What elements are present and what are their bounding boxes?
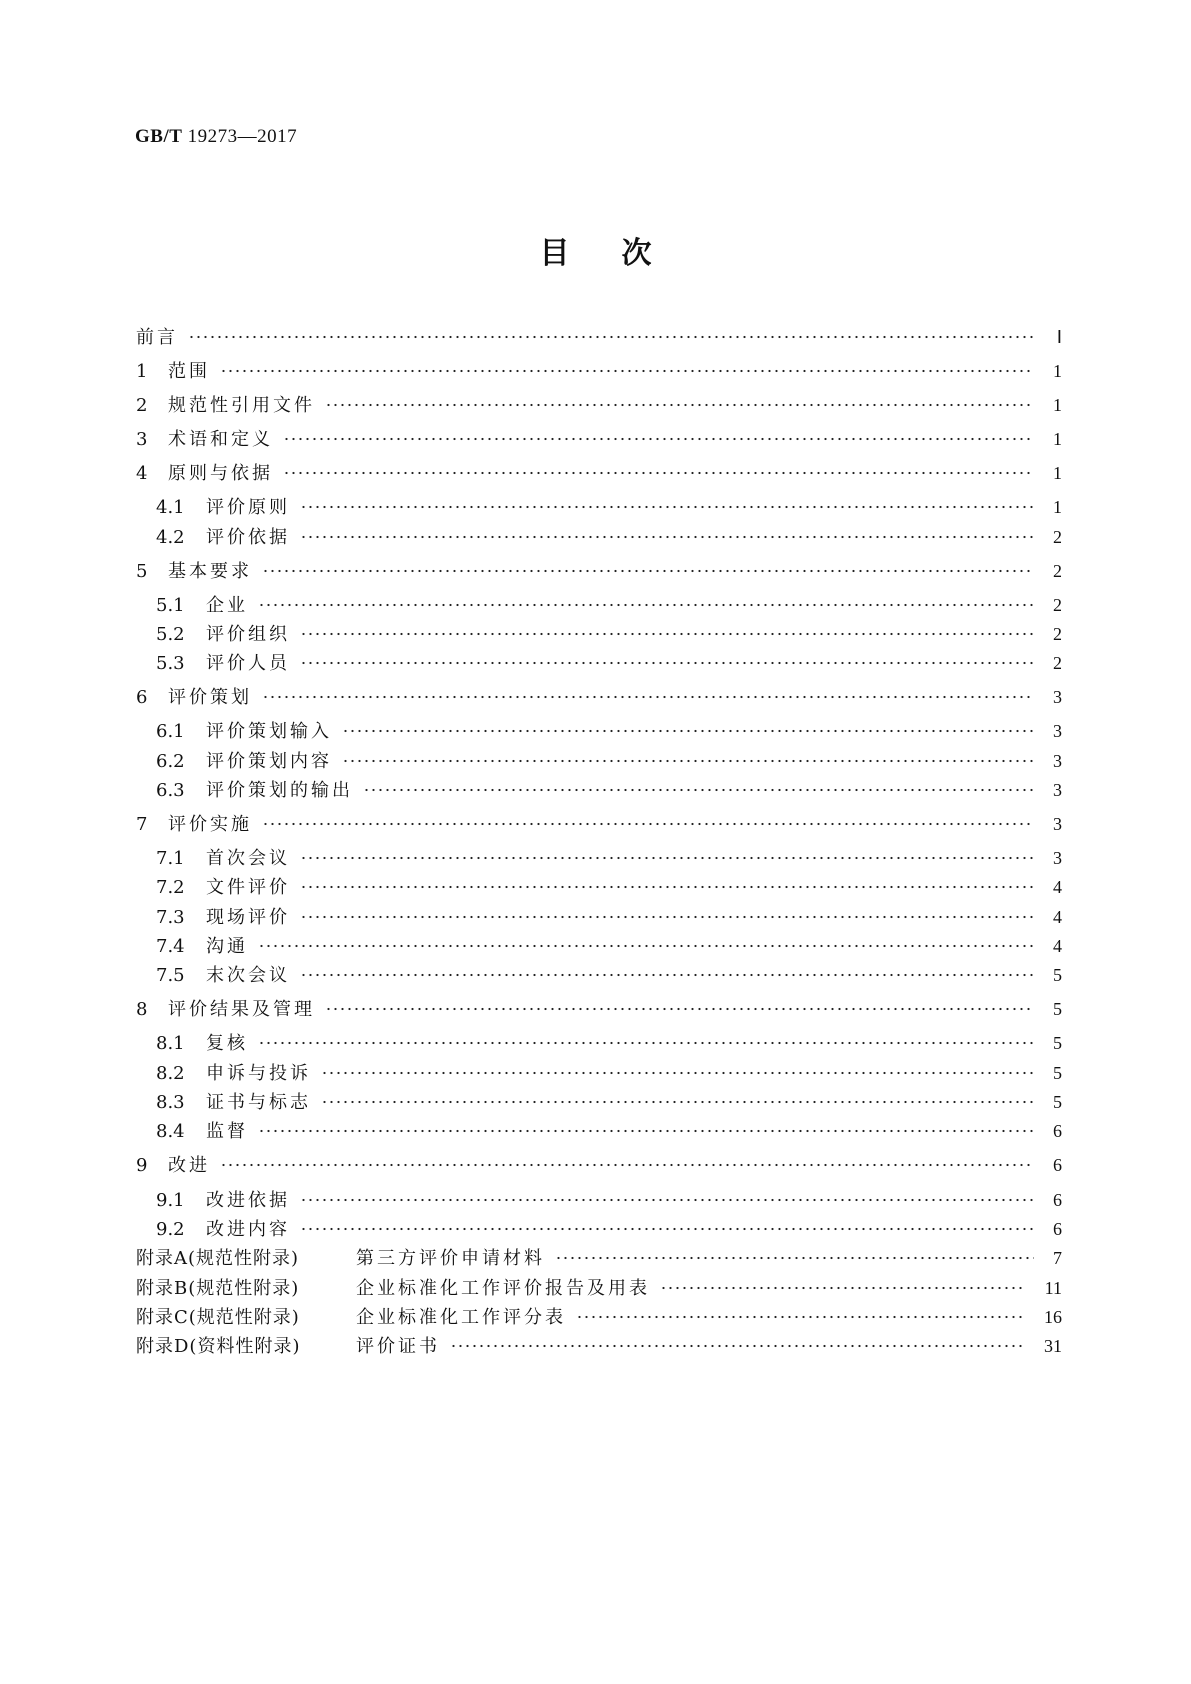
toc-entry-label: 原则与依据 bbox=[168, 463, 273, 484]
toc-entry-number: 4.2 bbox=[156, 527, 185, 548]
toc-entry[interactable] bbox=[136, 427, 1062, 451]
toc-dot-leader bbox=[325, 403, 1034, 407]
toc-entry-number: 9 bbox=[136, 1155, 148, 1176]
toc-entry-label: 评价组织 bbox=[206, 624, 290, 645]
toc-entry-label: 评价策划输入 bbox=[206, 721, 332, 742]
toc-entry-page: 2 bbox=[1053, 624, 1062, 644]
toc-entry-number: 8.1 bbox=[156, 1033, 185, 1054]
toc-entry-page: 11 bbox=[1044, 1278, 1062, 1298]
toc-dot-leader bbox=[262, 822, 1034, 826]
toc-entry-number: 8.3 bbox=[156, 1092, 185, 1113]
toc-entry-label: 首次会议 bbox=[206, 848, 290, 869]
toc-entry-page: 2 bbox=[1053, 595, 1062, 615]
toc-dot-leader bbox=[300, 973, 1034, 977]
toc-entry-page: 5 bbox=[1053, 965, 1062, 985]
toc-entry[interactable] bbox=[156, 1119, 1062, 1143]
toc-entry-number: 9.2 bbox=[156, 1219, 185, 1240]
toc-dot-leader bbox=[660, 1286, 1024, 1290]
toc-entry-label: 评价原则 bbox=[206, 497, 290, 518]
toc-entry-label: 规范性引用文件 bbox=[168, 395, 315, 416]
toc-entry-page: 6 bbox=[1053, 1121, 1062, 1141]
toc-entry[interactable] bbox=[156, 1188, 1062, 1212]
toc-entry-label: 基本要求 bbox=[168, 561, 252, 582]
toc-entry-label: 评价结果及管理 bbox=[168, 999, 315, 1020]
toc-entry-label: 评价实施 bbox=[168, 814, 252, 835]
toc-entry-page: 31 bbox=[1044, 1336, 1062, 1356]
toc-entry-page: 3 bbox=[1053, 687, 1062, 707]
toc-entry-label: 改进 bbox=[168, 1155, 210, 1176]
toc-entry-label: 评价依据 bbox=[206, 527, 290, 548]
toc-entry-label: 评价策划内容 bbox=[206, 751, 332, 772]
standard-number: 19273—2017 bbox=[187, 126, 298, 147]
toc-entry[interactable] bbox=[156, 875, 1062, 899]
toc-entry-page: 2 bbox=[1053, 653, 1062, 673]
toc-entry-number: 4 bbox=[136, 463, 148, 484]
toc-dot-leader bbox=[300, 1198, 1034, 1202]
toc-entry-label: 改进内容 bbox=[206, 1219, 290, 1240]
toc-entry-page: 5 bbox=[1053, 1033, 1062, 1053]
toc-entry[interactable] bbox=[136, 685, 1062, 709]
toc-entry-number: 5.2 bbox=[156, 624, 185, 645]
toc-entry-page: 6 bbox=[1053, 1219, 1062, 1239]
toc-entry-label: 申诉与投诉 bbox=[206, 1063, 311, 1084]
toc-dot-leader bbox=[300, 885, 1034, 889]
toc-dot-leader bbox=[258, 1041, 1034, 1045]
toc-entry-label: 评价证书 bbox=[356, 1336, 440, 1357]
toc-dot-leader bbox=[300, 1227, 1034, 1231]
toc-entry-number: 6.2 bbox=[156, 751, 185, 772]
toc-entry[interactable] bbox=[136, 393, 1062, 417]
toc-entry[interactable] bbox=[156, 719, 1062, 743]
toc-entry[interactable] bbox=[156, 495, 1062, 519]
toc-entry-label: 现场评价 bbox=[206, 907, 290, 928]
toc-entry-page: 2 bbox=[1053, 561, 1062, 581]
toc-entry[interactable] bbox=[156, 905, 1062, 929]
toc-dot-leader bbox=[300, 632, 1034, 636]
toc-entry[interactable] bbox=[156, 593, 1062, 617]
toc-dot-leader bbox=[283, 437, 1034, 441]
toc-entry[interactable] bbox=[156, 651, 1062, 675]
toc-entry-number: 7.3 bbox=[156, 907, 185, 928]
standard-code bbox=[135, 126, 297, 148]
toc-dot-leader bbox=[363, 788, 1034, 792]
toc-entry-number: 6.1 bbox=[156, 721, 185, 742]
toc-entry-label: 证书与标志 bbox=[206, 1092, 311, 1113]
toc-entry[interactable] bbox=[156, 778, 1062, 802]
toc-entry[interactable] bbox=[156, 963, 1062, 987]
toc-entry[interactable] bbox=[136, 359, 1062, 383]
toc-entry-number: 2 bbox=[136, 395, 148, 416]
toc-entry-number: 5 bbox=[136, 561, 148, 582]
toc-entry[interactable] bbox=[156, 749, 1062, 773]
toc-entry-number: 7 bbox=[136, 814, 148, 835]
toc-entry-page: 4 bbox=[1053, 877, 1062, 897]
toc-entry-number: 4.1 bbox=[156, 497, 185, 518]
toc-entry-label: 监督 bbox=[206, 1121, 248, 1142]
toc-entry-number: 8 bbox=[136, 999, 148, 1020]
toc-entry-page: 2 bbox=[1053, 527, 1062, 547]
toc-entry[interactable] bbox=[136, 812, 1062, 836]
toc-entry-label: 评价策划 bbox=[168, 687, 252, 708]
toc-entry-number: 7.2 bbox=[156, 877, 185, 898]
toc-entry-page: 3 bbox=[1053, 751, 1062, 771]
toc-entry-page: 4 bbox=[1053, 907, 1062, 927]
toc-entry-number: 6 bbox=[136, 687, 148, 708]
toc-dot-leader bbox=[300, 661, 1034, 665]
toc-entry-number: 5.1 bbox=[156, 595, 185, 616]
toc-entry-number: 8.4 bbox=[156, 1121, 185, 1142]
toc-entry[interactable] bbox=[156, 1217, 1062, 1241]
toc-entry[interactable] bbox=[136, 997, 1062, 1021]
page-title: 目次 bbox=[539, 236, 704, 271]
toc-entry-label: 前言 bbox=[136, 327, 178, 348]
toc-entry-label: 评价策划的输出 bbox=[206, 780, 353, 801]
toc-entry-page: 6 bbox=[1053, 1190, 1062, 1210]
toc-entry[interactable] bbox=[136, 325, 1062, 349]
toc-entry-page: 16 bbox=[1044, 1307, 1062, 1327]
toc-entry-label: 沟通 bbox=[206, 936, 248, 957]
toc-dot-leader bbox=[450, 1344, 1024, 1348]
toc-entry[interactable] bbox=[156, 846, 1062, 870]
toc-entry-page: 6 bbox=[1053, 1155, 1062, 1175]
toc-entry[interactable] bbox=[136, 1305, 1062, 1329]
toc-entry-page: 1 bbox=[1053, 497, 1062, 517]
toc-dot-leader bbox=[262, 569, 1034, 573]
toc-entry-page: 5 bbox=[1053, 1063, 1062, 1083]
toc-dot-leader bbox=[342, 759, 1034, 763]
toc-entry[interactable] bbox=[136, 1334, 1062, 1358]
toc-dot-leader bbox=[188, 335, 1034, 339]
toc-dot-leader bbox=[283, 471, 1034, 475]
toc-dot-leader bbox=[342, 729, 1034, 733]
toc-entry-label: 复核 bbox=[206, 1033, 248, 1054]
toc-entry-label: 改进依据 bbox=[206, 1190, 290, 1211]
toc-entry[interactable] bbox=[156, 1061, 1062, 1085]
toc-entry[interactable] bbox=[136, 559, 1062, 583]
toc-entry[interactable] bbox=[156, 1090, 1062, 1114]
toc-entry-number: 9.1 bbox=[156, 1190, 185, 1211]
toc-dot-leader bbox=[258, 944, 1034, 948]
toc-entry-number: 7.4 bbox=[156, 936, 185, 957]
toc-entry-number: 6.3 bbox=[156, 780, 185, 801]
toc-dot-leader bbox=[220, 369, 1034, 373]
toc-entry-label: 企业标准化工作评分表 bbox=[356, 1307, 566, 1328]
toc-entry[interactable] bbox=[136, 1153, 1062, 1177]
toc-dot-leader bbox=[258, 603, 1034, 607]
toc-entry-number: 3 bbox=[136, 429, 148, 450]
toc-entry-page: 1 bbox=[1053, 361, 1062, 381]
toc-entry[interactable] bbox=[156, 622, 1062, 646]
toc-entry-label: 评价人员 bbox=[206, 653, 290, 674]
toc-entry-number: 1 bbox=[136, 361, 148, 382]
toc-entry-label: 第三方评价申请材料 bbox=[356, 1248, 545, 1269]
toc-entry-page: 3 bbox=[1053, 814, 1062, 834]
toc-entry-number: 7.5 bbox=[156, 965, 185, 986]
toc-entry[interactable] bbox=[136, 461, 1062, 485]
toc-entry[interactable] bbox=[136, 1246, 1062, 1270]
toc-dot-leader bbox=[262, 695, 1034, 699]
toc-dot-leader bbox=[300, 856, 1034, 860]
toc-dot-leader bbox=[555, 1256, 1034, 1260]
toc-entry-label: 末次会议 bbox=[206, 965, 290, 986]
toc-dot-leader bbox=[258, 1129, 1034, 1133]
toc-entry-label: 文件评价 bbox=[206, 877, 290, 898]
toc-entry-page: 1 bbox=[1053, 463, 1062, 483]
toc-entry-number: 附录B(规范性附录) bbox=[136, 1278, 300, 1299]
toc-dot-leader bbox=[300, 915, 1034, 919]
standard-prefix: GB/T bbox=[135, 126, 183, 147]
toc-entry-label: 术语和定义 bbox=[168, 429, 273, 450]
toc-entry-page: Ⅰ bbox=[1056, 327, 1062, 347]
toc-entry-number: 附录A(规范性附录) bbox=[136, 1248, 300, 1269]
toc-entry[interactable] bbox=[136, 1276, 1062, 1300]
toc-entry-number: 附录C(规范性附录) bbox=[136, 1307, 300, 1328]
toc-entry-page: 7 bbox=[1053, 1248, 1062, 1268]
toc-entry-number: 7.1 bbox=[156, 848, 185, 869]
toc-dot-leader bbox=[321, 1071, 1034, 1075]
toc-entry-page: 1 bbox=[1053, 429, 1062, 449]
toc-entry-page: 5 bbox=[1053, 999, 1062, 1019]
toc-dot-leader bbox=[300, 535, 1034, 539]
toc-dot-leader bbox=[220, 1163, 1034, 1167]
toc-dot-leader bbox=[325, 1007, 1034, 1011]
toc-entry-page: 5 bbox=[1053, 1092, 1062, 1112]
toc-entry-page: 4 bbox=[1053, 936, 1062, 956]
toc-entry-label: 企业 bbox=[206, 595, 248, 616]
toc-dot-leader bbox=[576, 1315, 1024, 1319]
toc-entry-number: 8.2 bbox=[156, 1063, 185, 1084]
toc-entry[interactable] bbox=[156, 525, 1062, 549]
toc-entry-page: 3 bbox=[1053, 780, 1062, 800]
toc-entry-label: 范围 bbox=[168, 361, 210, 382]
toc-entry-page: 3 bbox=[1053, 721, 1062, 741]
toc-entry-number: 附录D(资料性附录) bbox=[136, 1336, 301, 1357]
toc-entry-label: 企业标准化工作评价报告及用表 bbox=[356, 1278, 650, 1299]
toc-dot-leader bbox=[321, 1100, 1034, 1104]
toc-dot-leader bbox=[300, 505, 1034, 509]
toc-entry[interactable] bbox=[156, 934, 1062, 958]
toc-entry-number: 5.3 bbox=[156, 653, 185, 674]
toc-entry-page: 1 bbox=[1053, 395, 1062, 415]
toc-entry-page: 3 bbox=[1053, 848, 1062, 868]
toc-entry[interactable] bbox=[156, 1031, 1062, 1055]
